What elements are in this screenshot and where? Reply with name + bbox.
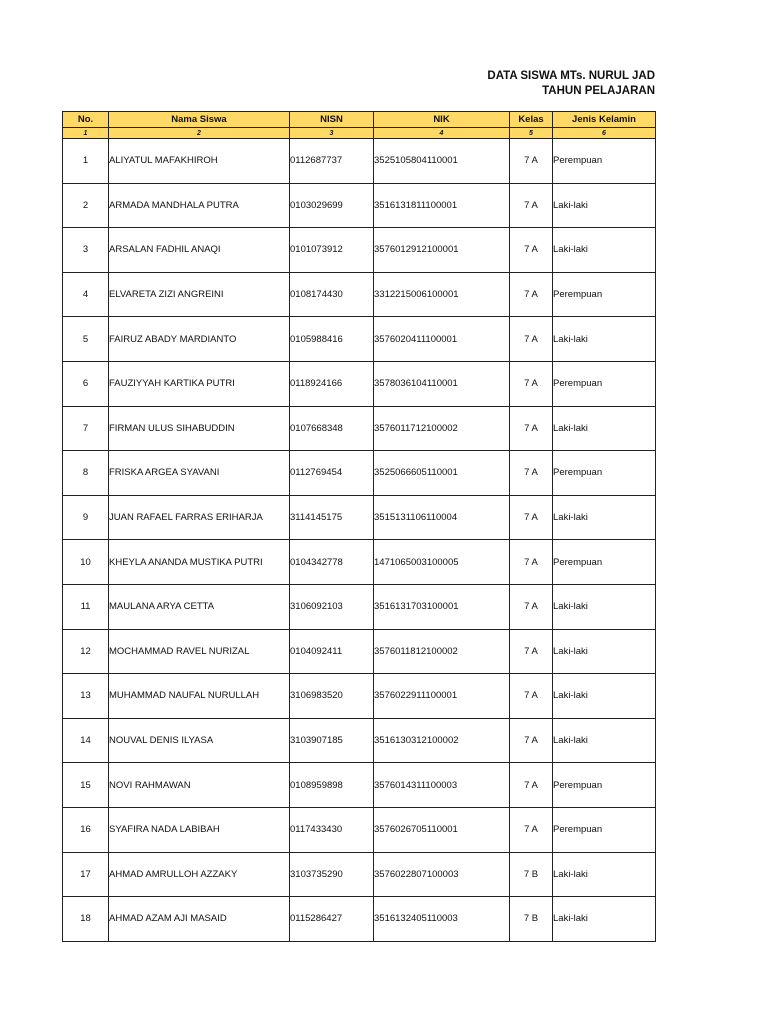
student-nisn: 0112687737 [290, 139, 374, 184]
document-title [420, 69, 655, 99]
table-row [63, 674, 656, 719]
row-number: 13 [63, 674, 109, 719]
student-gender: Perempuan [553, 451, 656, 496]
row-number: 17 [63, 852, 109, 897]
row-number: 9 [63, 495, 109, 540]
student-nik: 3576022911100001 [374, 674, 510, 719]
student-class: 7 A [510, 629, 553, 674]
row-number: 11 [63, 584, 109, 629]
header-nisn: NISN [290, 112, 374, 128]
student-class: 7 A [510, 406, 553, 451]
student-name: NOUVAL DENIS ILYASA [109, 718, 290, 763]
student-nik: 3576022807100003 [374, 852, 510, 897]
header-no: No. [63, 112, 109, 128]
student-nisn: 0103029699 [290, 183, 374, 228]
row-number: 14 [63, 718, 109, 763]
header-gender: Jenis Kelamin [553, 112, 656, 128]
student-class: 7 A [510, 317, 553, 362]
student-nisn: 0105988416 [290, 317, 374, 362]
row-number: 15 [63, 763, 109, 808]
student-gender: Laki-laki [553, 897, 656, 942]
table-row [63, 139, 656, 184]
student-nik: 3576011812100002 [374, 629, 510, 674]
student-nik: 3516131703100001 [374, 584, 510, 629]
student-nisn: 3103907185 [290, 718, 374, 763]
student-nik: 3576026705110001 [374, 807, 510, 852]
student-name: FAIRUZ ABADY MARDIANTO [109, 317, 290, 362]
student-class: 7 A [510, 272, 553, 317]
student-gender: Laki-laki [553, 406, 656, 451]
student-nisn: 3103735290 [290, 852, 374, 897]
student-class: 7 A [510, 183, 553, 228]
student-gender: Laki-laki [553, 584, 656, 629]
student-nisn: 3114145175 [290, 495, 374, 540]
column-number-row [63, 128, 656, 139]
student-nik: 3516131811100001 [374, 183, 510, 228]
table-row [63, 495, 656, 540]
student-name: MAULANA ARYA CETTA [109, 584, 290, 629]
header-nik: NIK [374, 112, 510, 128]
student-class: 7 B [510, 897, 553, 942]
table-row [63, 718, 656, 763]
student-nik: 3525105804110001 [374, 139, 510, 184]
student-class: 7 A [510, 584, 553, 629]
student-gender: Perempuan [553, 807, 656, 852]
student-name: JUAN RAFAEL FARRAS ERIHARJA [109, 495, 290, 540]
student-class: 7 A [510, 361, 553, 406]
table-row [63, 897, 656, 942]
student-name: FRISKA ARGEA SYAVANI [109, 451, 290, 496]
student-nisn: 3106092103 [290, 584, 374, 629]
row-number: 18 [63, 897, 109, 942]
student-nik: 3515131106110004 [374, 495, 510, 540]
student-name: FAUZIYYAH KARTIKA PUTRI [109, 361, 290, 406]
table-row [63, 272, 656, 317]
student-nik: 1471065003100005 [374, 540, 510, 585]
student-nisn: 0118924166 [290, 361, 374, 406]
student-gender: Laki-laki [553, 674, 656, 719]
student-table [62, 111, 656, 942]
student-gender: Laki-laki [553, 852, 656, 897]
student-nik: 3576020411100001 [374, 317, 510, 362]
row-number: 3 [63, 228, 109, 273]
student-name: MUHAMMAD NAUFAL NURULLAH [109, 674, 290, 719]
student-nisn: 0112769454 [290, 451, 374, 496]
student-nik: 3578036104110001 [374, 361, 510, 406]
column-number: 5 [510, 128, 553, 139]
table-row [63, 317, 656, 362]
column-number: 2 [109, 128, 290, 139]
student-gender: Laki-laki [553, 495, 656, 540]
student-class: 7 A [510, 718, 553, 763]
student-nik: 3576011712100002 [374, 406, 510, 451]
student-name: KHEYLA ANANDA MUSTIKA PUTRI [109, 540, 290, 585]
title-line-2: TAHUN PELAJARAN [542, 85, 655, 97]
student-nik: 3516130312100002 [374, 718, 510, 763]
table-row [63, 852, 656, 897]
student-class: 7 A [510, 674, 553, 719]
table-header-row [63, 112, 656, 128]
table-row [63, 183, 656, 228]
student-name: FIRMAN ULUS SIHABUDDIN [109, 406, 290, 451]
student-nisn: 0108959898 [290, 763, 374, 808]
row-number: 12 [63, 629, 109, 674]
column-number: 1 [63, 128, 109, 139]
table-row [63, 540, 656, 585]
student-class: 7 A [510, 540, 553, 585]
title-line-1: DATA SISWA MTs. NURUL JAD [487, 70, 655, 82]
student-nisn: 0107668348 [290, 406, 374, 451]
student-name: SYAFIRA NADA LABIBAH [109, 807, 290, 852]
student-class: 7 A [510, 451, 553, 496]
student-class: 7 A [510, 139, 553, 184]
table-row [63, 629, 656, 674]
student-gender: Laki-laki [553, 718, 656, 763]
student-nisn: 0104342778 [290, 540, 374, 585]
student-class: 7 A [510, 228, 553, 273]
student-name: AHMAD AMRULLOH AZZAKY [109, 852, 290, 897]
student-nik: 3525066605110001 [374, 451, 510, 496]
student-gender: Perempuan [553, 139, 656, 184]
student-name: ARSALAN FADHIL ANAQI [109, 228, 290, 273]
row-number: 4 [63, 272, 109, 317]
student-nisn: 0115286427 [290, 897, 374, 942]
student-gender: Laki-laki [553, 183, 656, 228]
student-gender: Laki-laki [553, 317, 656, 362]
row-number: 5 [63, 317, 109, 362]
row-number: 8 [63, 451, 109, 496]
student-class: 7 A [510, 807, 553, 852]
header-kelas: Kelas [510, 112, 553, 128]
student-class: 7 A [510, 495, 553, 540]
student-nik: 3516132405110003 [374, 897, 510, 942]
student-class: 7 B [510, 852, 553, 897]
table-row [63, 763, 656, 808]
row-number: 2 [63, 183, 109, 228]
student-gender: Perempuan [553, 763, 656, 808]
row-number: 10 [63, 540, 109, 585]
table-row [63, 807, 656, 852]
student-nik: 3576014311100003 [374, 763, 510, 808]
table-row [63, 361, 656, 406]
student-name: NOVI RAHMAWAN [109, 763, 290, 808]
header-name: Nama Siswa [109, 112, 290, 128]
student-name: ALIYATUL MAFAKHIROH [109, 139, 290, 184]
student-nisn: 0117433430 [290, 807, 374, 852]
column-number: 6 [553, 128, 656, 139]
row-number: 6 [63, 361, 109, 406]
row-number: 7 [63, 406, 109, 451]
student-gender: Perempuan [553, 272, 656, 317]
student-nisn: 0101073912 [290, 228, 374, 273]
student-name: AHMAD AZAM AJI MASAID [109, 897, 290, 942]
table-row [63, 228, 656, 273]
student-gender: Perempuan [553, 361, 656, 406]
table-row [63, 406, 656, 451]
row-number: 16 [63, 807, 109, 852]
student-gender: Laki-laki [553, 228, 656, 273]
student-nisn: 0108174430 [290, 272, 374, 317]
student-nik: 3576012912100001 [374, 228, 510, 273]
student-name: MOCHAMMAD RAVEL NURIZAL [109, 629, 290, 674]
student-gender: Perempuan [553, 540, 656, 585]
table-row [63, 451, 656, 496]
row-number: 1 [63, 139, 109, 184]
student-nik: 3312215006100001 [374, 272, 510, 317]
student-gender: Laki-laki [553, 629, 656, 674]
column-number: 3 [290, 128, 374, 139]
student-name: ARMADA MANDHALA PUTRA [109, 183, 290, 228]
student-nisn: 3106983520 [290, 674, 374, 719]
student-name: ELVARETA ZIZI ANGREINI [109, 272, 290, 317]
column-number: 4 [374, 128, 510, 139]
student-class: 7 A [510, 763, 553, 808]
student-nisn: 0104092411 [290, 629, 374, 674]
table-row [63, 584, 656, 629]
